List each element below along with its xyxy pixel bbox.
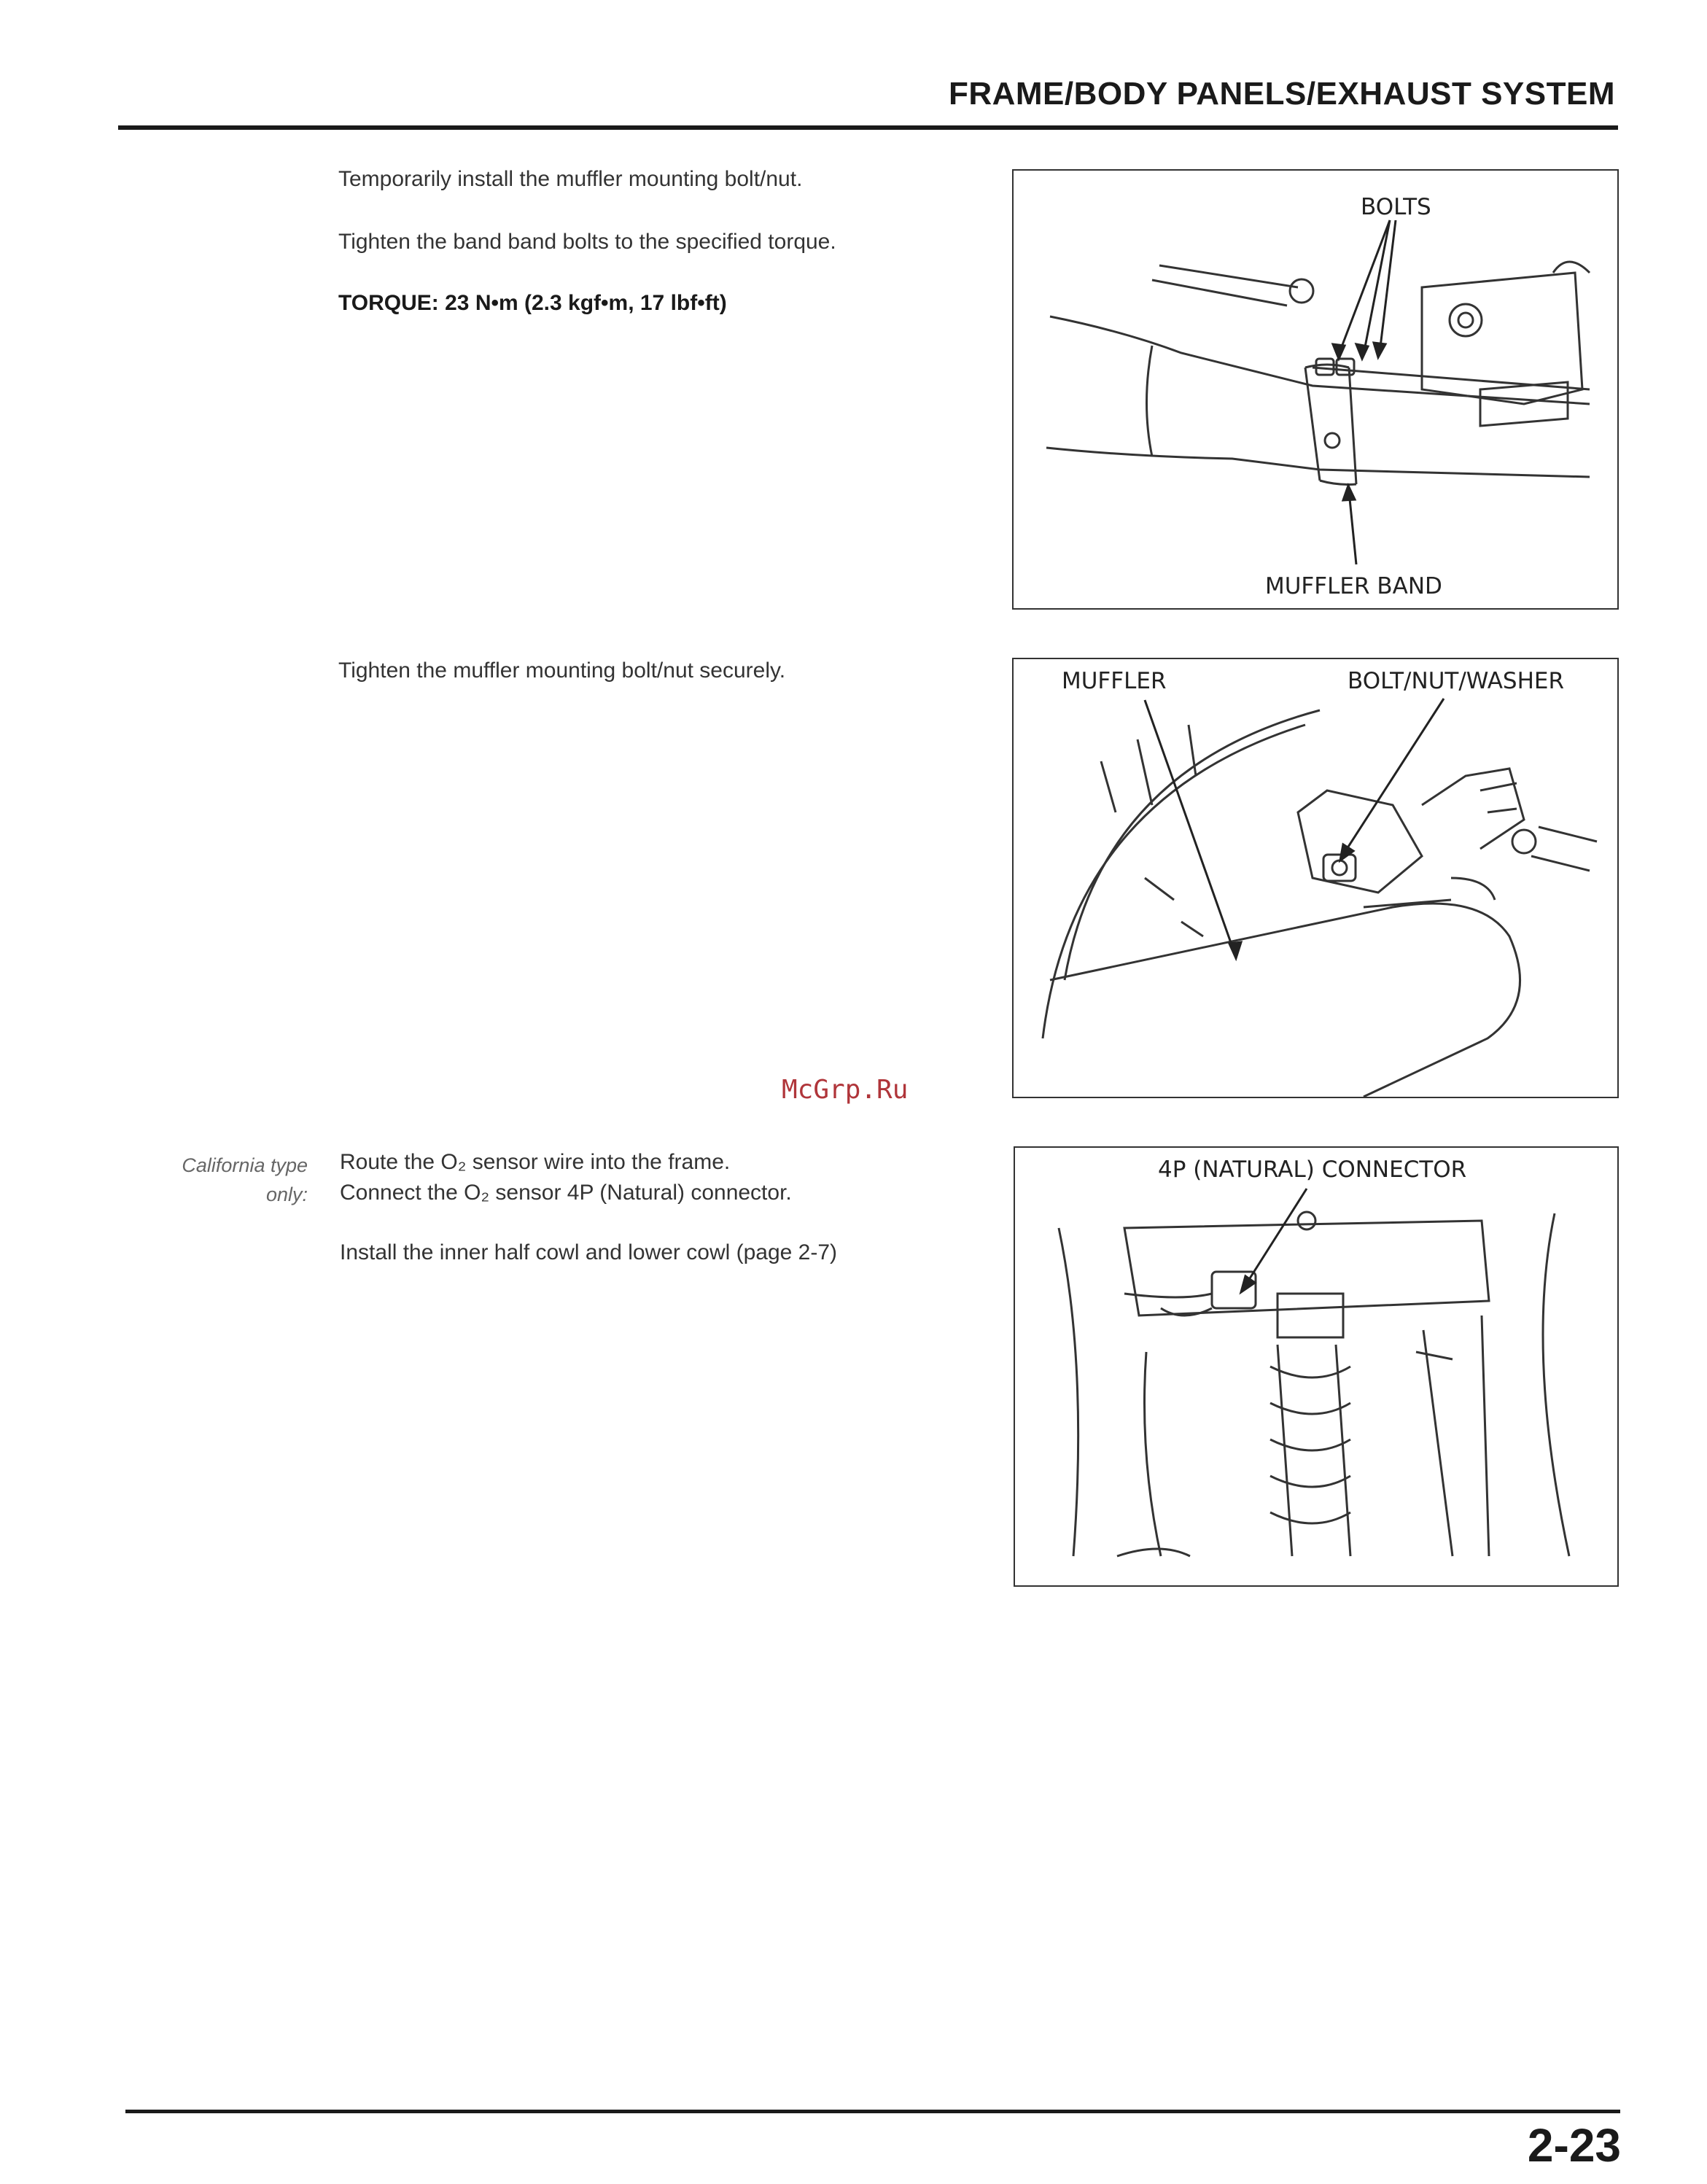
- page-number: 2-23: [1527, 2119, 1621, 2172]
- watermark: McGrp.Ru: [782, 1075, 909, 1105]
- footer-rule: [125, 2110, 1620, 2113]
- section-title: FRAME/BODY PANELS/EXHAUST SYSTEM: [948, 76, 1615, 112]
- connector-illustration: [1015, 1148, 1617, 1585]
- label-muffler: MUFFLER: [1062, 668, 1167, 694]
- side-note: [140, 1151, 308, 1209]
- figure-muffler-band: [1012, 169, 1619, 610]
- side-note-line1: California type: [182, 1154, 308, 1176]
- muffler-mount-illustration: [1014, 659, 1617, 1097]
- step-route-wire: Route the O₂ sensor wire into the frame.: [340, 1150, 731, 1174]
- step-tighten-band: Tighten the band band bolts to the specified torque.: [338, 230, 836, 254]
- label-muffler-band: MUFFLER BAND: [1265, 573, 1442, 599]
- side-note-line2: only:: [265, 1184, 308, 1205]
- label-4p-connector: 4P (NATURAL) CONNECTOR: [1158, 1157, 1467, 1183]
- muffler-band-illustration: [1014, 171, 1617, 608]
- header-rule: [118, 125, 1618, 130]
- step-connect-sensor: Connect the O₂ sensor 4P (Natural) connector.: [340, 1181, 792, 1205]
- step-install-cowl: Install the inner half cowl and lower cowl (page 2-7): [340, 1240, 838, 1264]
- torque-spec: TORQUE: 23 N•m (2.3 kgf•m, 17 lbf•ft): [338, 291, 727, 315]
- figure-muffler-mount: [1012, 658, 1619, 1098]
- step-tighten-bolt: Tighten the muffler mounting bolt/nut securely.: [338, 658, 786, 683]
- label-bolts: BOLTS: [1361, 194, 1431, 220]
- figure-4p-connector: [1014, 1146, 1619, 1587]
- label-bolt-nut-washer: BOLT/NUT/WASHER: [1348, 668, 1565, 694]
- step-install-bolt: Temporarily install the muffler mounting bolt/nut.: [338, 167, 803, 191]
